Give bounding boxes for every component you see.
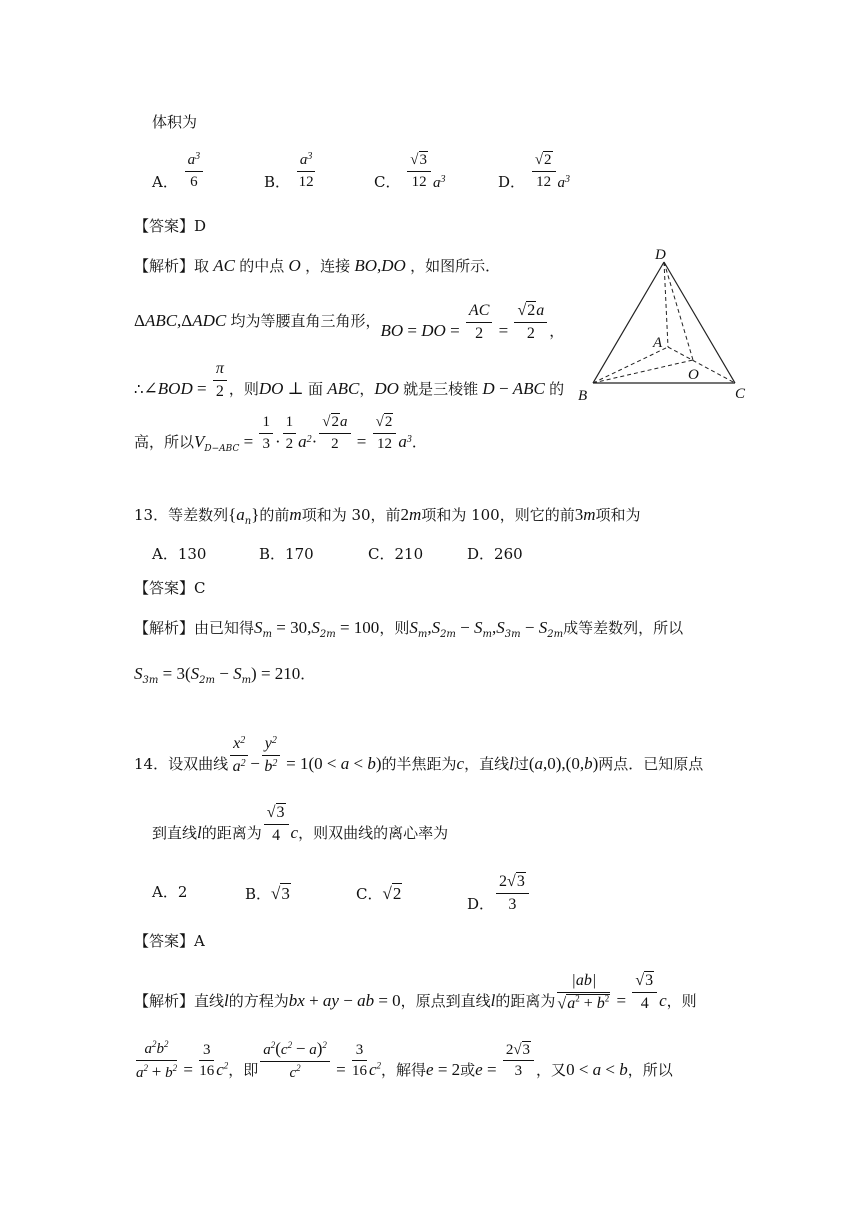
option-b: B．170 bbox=[259, 545, 314, 563]
q14-analysis-line1: 【解析】直线l的方程为bx + ay − ab = 0，原点到直线l的距离为 $\frac{|ab|}{√a^2 + b^2}$ = $\frac{√3}{4}$ c，则 bbox=[134, 972, 697, 1012]
q12-answer: 【答案】D bbox=[134, 217, 207, 235]
q14-answer: 【答案】A bbox=[134, 932, 205, 950]
edge-DB bbox=[593, 262, 664, 383]
label-O: O bbox=[688, 367, 699, 383]
option-c: C．√2 bbox=[356, 884, 402, 903]
label-A: A bbox=[653, 335, 663, 351]
edge-DO bbox=[664, 262, 693, 360]
q13-answer: 【答案】C bbox=[134, 579, 206, 597]
option-d: D． $\frac{2√3}{3}$ bbox=[467, 873, 531, 913]
edge-DA bbox=[664, 262, 668, 347]
q12-analysis-line1: 【解析】取 AC 的中点 O ，连接 BO,DO ，如图所示． bbox=[134, 256, 501, 275]
edge-BO bbox=[593, 360, 693, 383]
option-d: D． $\frac{√2}{12}$ $a^3$ bbox=[498, 152, 571, 191]
q12-analysis-line2: ΔABC,ΔADC 均为等腰直角三角形，BO = DO = $\frac{AC}{2}$ = $\frac{√2a}{2}$ ， bbox=[134, 302, 565, 342]
option-d: D．260 bbox=[467, 545, 523, 563]
q12-analysis-line3: ∴∠BOD = $\frac{\pi}{2}$ ，则DO ⊥ 面 ABC，DO 就是三棱锥 D − ABC 的 bbox=[134, 360, 565, 400]
q13-stem: 13．等差数列$\{a_n\}$的前m项和为 30，前2m项和为 100，则它的前3m项和为 bbox=[134, 505, 641, 527]
q14-stem-line2: 到直线l的距离为 $\frac{√3}{4}$ c，则双曲线的离心率为 bbox=[152, 804, 449, 844]
label-C: C bbox=[735, 386, 746, 402]
tetrahedron-figure bbox=[575, 247, 785, 407]
option-a: A．2 bbox=[152, 883, 188, 901]
option-b: B． $\frac{a^3}{12}$ bbox=[264, 151, 314, 191]
option-c: C．210 bbox=[368, 545, 424, 563]
q13-analysis-line1: 【解析】由已知得$S_m = 30,S_{2m} = 100$，则$S_m,S_{2m} - S_m,S_{3m} - S_{2m}$成等差数列，所以 bbox=[134, 618, 684, 640]
option-a: A．130 bbox=[152, 545, 207, 563]
option-c: C． $\frac{√3}{12}$ $a^3$ bbox=[374, 152, 446, 191]
q12-analysis-line4: 高，所以$V_{D-ABC}$ = $\frac{1}{3}$ · $\frac{1}{2}$ $a^2\cdot$ $\frac{√2a}{2}$ = $\frac{√2}{12}$ $a^3$． bbox=[134, 414, 427, 454]
label-D: D bbox=[655, 247, 666, 263]
q14-analysis-line2: $\frac{a^2b^2}{a^2 + b^2}$ = $\frac{3}{16}$ $c^2$，即 $\frac{a^2(c^2 - a)^2}{c^2}$ = $\frac{3}{16}$ $c^2$，解得e = 2或e = $\frac{2√3}{3}$ ，又0 < a < b，所以 bbox=[136, 1039, 673, 1081]
option-b: B．√3 bbox=[245, 884, 290, 903]
q12-intro: 体积为 bbox=[152, 113, 198, 131]
label-B: B bbox=[578, 388, 588, 404]
edge-DC bbox=[664, 262, 735, 383]
q13-analysis-line2: $S_{3m} = 3(S_{2m} - S_m) = 210$． bbox=[134, 664, 316, 686]
q14-stem-line1: 14．设双曲线 $\frac{x^2}{a^2}$ − $\frac{y^2}{b^2}$ = 1(0 < a < b)的半焦距为c，直线l过(a,0),(0,b)两点．已知原点 bbox=[134, 735, 704, 775]
option-a: A． $\frac{a^3}{6}$ bbox=[152, 152, 205, 190]
